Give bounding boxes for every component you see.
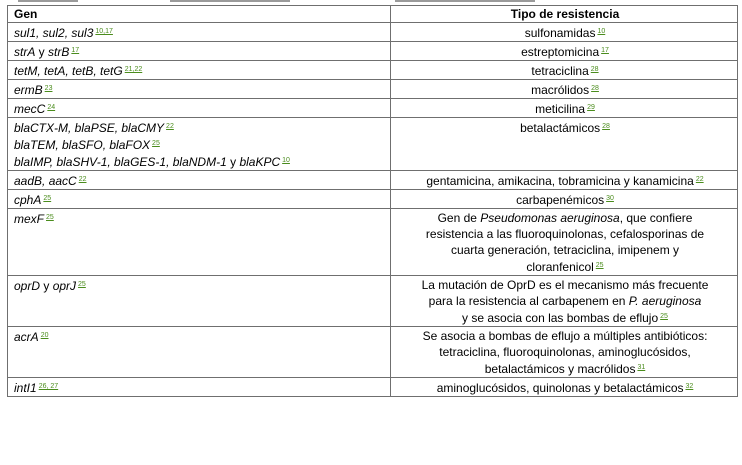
table-row: [8, 378, 738, 397]
resistance-cell: [391, 209, 738, 276]
table-header-row: [8, 6, 738, 23]
citation-link[interactable]: 17: [71, 47, 80, 54]
citation-link[interactable]: 22: [78, 176, 87, 183]
citation-link[interactable]: 32: [685, 383, 694, 390]
citation-link[interactable]: 21,22: [124, 66, 143, 73]
cell-line: [14, 136, 386, 153]
citation-link[interactable]: 22: [166, 123, 174, 130]
cell-line: [397, 277, 733, 293]
text: gentamicina, amikacina, tobramicina y kanamicina: [426, 174, 694, 188]
gene-cell: [8, 23, 391, 42]
gene-cell: [8, 118, 391, 171]
italic-text: acrA: [14, 330, 39, 344]
cell-line: [397, 226, 733, 242]
citation-link[interactable]: 28: [591, 85, 599, 92]
gene-cell: [8, 61, 391, 80]
table-row: [8, 327, 738, 378]
cell-line: [14, 24, 386, 41]
text: para la resistencia al carbapenem en: [428, 294, 629, 308]
cell-line: [397, 328, 733, 344]
table-row: [8, 80, 738, 99]
gene-cell: [8, 378, 391, 397]
text: tetraciclina: [531, 64, 589, 78]
table-row: [8, 42, 738, 61]
gene-cell: [8, 276, 391, 327]
text: y: [40, 279, 53, 293]
italic-text: blaIMP, blaSHV-1, blaGES-1, blaNDM-1: [14, 155, 227, 169]
cell-line: [14, 153, 386, 170]
gene-cell: [8, 171, 391, 190]
resistance-cell: [391, 23, 738, 42]
table-row: [8, 190, 738, 209]
italic-text: tetM, tetA, tetB, tetG: [14, 64, 123, 78]
cell-line: [397, 309, 733, 326]
citation-link[interactable]: 10: [282, 157, 290, 164]
cell-line: [397, 258, 733, 275]
italic-text: sul1, sul2, sul3: [14, 26, 94, 40]
text: sulfonamidas: [524, 26, 596, 40]
cell-line: [397, 24, 733, 41]
italic-text: blaTEM, blaSFO, blaFOX: [14, 138, 151, 152]
italic-text: cphA: [14, 193, 42, 207]
resistance-genes-table: [7, 5, 738, 397]
italic-text: strA: [14, 45, 36, 59]
text: , que confiere: [619, 211, 693, 225]
cropped-text-above: [0, 0, 742, 4]
text: betalactámicos: [520, 121, 601, 135]
gene-cell: [8, 327, 391, 378]
citation-link[interactable]: 29: [587, 104, 595, 111]
cell-line: [14, 172, 386, 189]
text: tetraciclina, fluoroquinolonas, aminoglucósidos,: [439, 345, 691, 359]
cell-line: [14, 100, 386, 117]
text: y: [226, 155, 240, 169]
text: meticilina: [535, 102, 586, 116]
italic-text: Pseudomonas aeruginosa: [480, 211, 620, 225]
resistance-cell: [391, 190, 738, 209]
text: carbapenémicos: [516, 193, 605, 207]
cell-line: [14, 81, 386, 98]
resistance-cell: [391, 378, 738, 397]
italic-text: blaKPC: [239, 155, 281, 169]
cell-line: [397, 119, 733, 136]
text: Se asocia a bombas de eflujo a múltiples antibióticos:: [422, 329, 708, 343]
table-row: [8, 171, 738, 190]
text: cuarta generación, tetraciclina, imipenem y: [450, 243, 680, 257]
italic-text: mexF: [14, 212, 44, 226]
citation-link[interactable]: 10: [597, 28, 606, 35]
gene-cell: [8, 80, 391, 99]
table-row: [8, 276, 738, 327]
cell-line: [397, 210, 733, 226]
citation-link[interactable]: 25: [78, 281, 86, 288]
resistance-cell: [391, 80, 738, 99]
citation-link[interactable]: 25: [43, 195, 52, 202]
resistance-cell: [391, 61, 738, 80]
citation-link[interactable]: 10,17: [95, 28, 113, 35]
cell-line: [397, 379, 733, 396]
citation-link[interactable]: 31: [637, 364, 646, 371]
cell-line: [397, 293, 733, 309]
cell-line: [397, 81, 733, 98]
citation-link[interactable]: 25: [152, 140, 160, 147]
italic-text: strB: [48, 45, 70, 59]
cell-line: [397, 43, 733, 60]
italic-text: intI1: [14, 381, 37, 395]
cell-line: [397, 360, 733, 377]
citation-link[interactable]: 28: [590, 66, 599, 73]
citation-link[interactable]: 25: [46, 214, 54, 221]
citation-link[interactable]: 30: [606, 195, 614, 202]
text: macrólidos: [531, 83, 590, 97]
citation-link[interactable]: 20: [40, 332, 49, 339]
resistance-cell: [391, 327, 738, 378]
gene-cell: [8, 42, 391, 61]
resistance-cell: [391, 171, 738, 190]
citation-link[interactable]: 24: [47, 104, 56, 111]
header-resistance-type: Tipo de resistencia: [391, 6, 738, 23]
cell-line: [14, 328, 386, 345]
cell-line: [14, 191, 386, 208]
cell-line: [14, 43, 386, 60]
text: y: [35, 45, 49, 59]
citation-link[interactable]: 22: [695, 176, 704, 183]
citation-link[interactable]: 23: [44, 85, 53, 92]
resistance-cell: [391, 118, 738, 171]
table-row: [8, 99, 738, 118]
table-row: [8, 209, 738, 276]
cell-line: [397, 172, 733, 189]
citation-link[interactable]: 25: [660, 313, 668, 320]
cell-line: [397, 242, 733, 258]
table-body: [8, 23, 738, 397]
gene-cell: [8, 99, 391, 118]
resistance-cell: [391, 42, 738, 61]
cell-line: [14, 210, 386, 227]
cell-line: [397, 191, 733, 208]
text: estreptomicina: [521, 45, 600, 59]
cell-line: [397, 100, 733, 117]
cell-line: [14, 379, 386, 396]
cell-line: [14, 277, 386, 294]
italic-text: blaCTX-M, blaPSE, blaCMY: [14, 121, 165, 135]
resistance-cell: [391, 276, 738, 327]
citation-link[interactable]: 28: [602, 123, 610, 130]
italic-text: mecC: [14, 102, 46, 116]
italic-text: P. aeruginosa: [628, 294, 702, 308]
table-row: [8, 118, 738, 171]
cell-line: [14, 119, 386, 136]
citation-link[interactable]: 25: [595, 262, 604, 269]
gene-cell: [8, 190, 391, 209]
text: y se asocia con las bombas de eflujo: [462, 311, 659, 325]
table-row: [8, 61, 738, 80]
cell-line: [397, 344, 733, 360]
citation-link[interactable]: 17: [601, 47, 609, 54]
cell-line: [14, 62, 386, 79]
citation-link[interactable]: 26, 27: [38, 383, 59, 390]
table-row: [8, 23, 738, 42]
text: betalactámicos y macrólidos: [484, 362, 636, 376]
cell-line: [397, 62, 733, 79]
text: cloranfenicol: [526, 260, 594, 274]
italic-text: oprD: [14, 279, 41, 293]
header-gene: Gen: [8, 6, 391, 23]
text: Gen de: [437, 211, 481, 225]
text: aminoglucósidos, quinolonas y betalactámicos: [436, 381, 684, 395]
text: La mutación de OprD es el mecanismo más frecuente: [421, 278, 709, 292]
resistance-cell: [391, 99, 738, 118]
gene-cell: [8, 209, 391, 276]
italic-text: aadB, aacC: [14, 174, 77, 188]
italic-text: oprJ: [52, 279, 77, 293]
text: resistencia a las fluoroquinolonas, cefalosporinas de: [425, 227, 705, 241]
italic-text: ermB: [14, 83, 43, 97]
